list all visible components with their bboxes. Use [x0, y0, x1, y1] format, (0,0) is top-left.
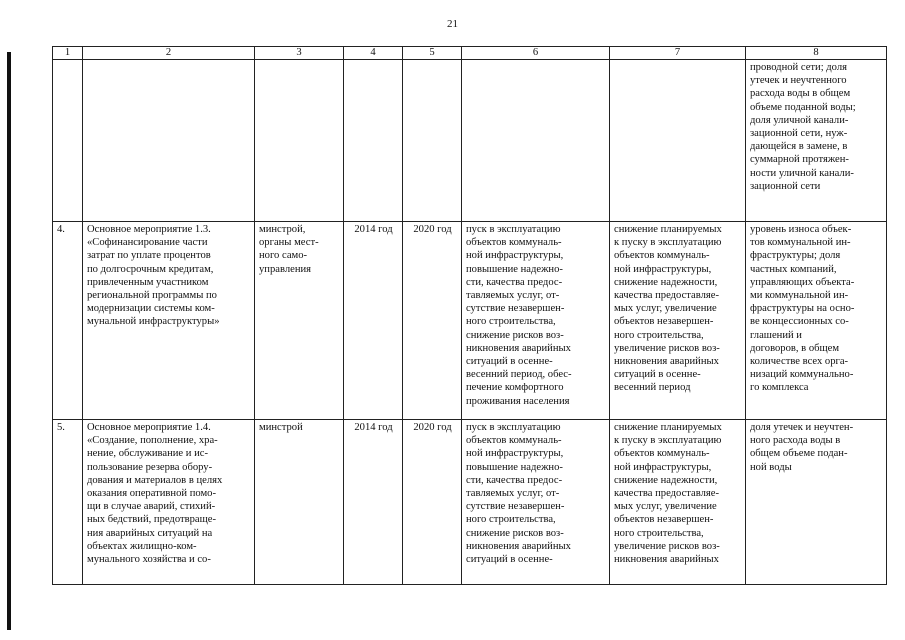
expected-result [462, 60, 610, 222]
header-col-2: 2 [83, 47, 255, 60]
table-row [53, 60, 887, 222]
header-col-8: 8 [746, 47, 887, 60]
scan-edge-bar [7, 52, 11, 630]
non-implementation-consequences: снижение планируемых к пуску в эксплуатацию объектов коммуналь- ной инфраструктуры, снижение надежности, качества предоставляе- мых услуг, увеличение объектов незавершен- ного строительства, увеличение рисков воз- никновения аварийных ситуаций в осенне- весенний период [610, 222, 746, 420]
end-year: 2020 год [403, 222, 462, 420]
table-row [53, 420, 887, 585]
non-implementation-consequences: снижение планируемых к пуску в эксплуатацию объектов коммуналь- ной инфраструктуры, снижение надежности, качества предоставляе- мых услуг, увеличение объектов незавершен- ного строительства, увеличение рисков воз- никновения аварийных [610, 420, 746, 585]
expected-result: пуск в эксплуатацию объектов коммуналь- ной инфраструктуры, повышение надежно- сти, качества предос- тавляемых услуг, от- сутствие незавершен- ного строительства, снижение рисков воз- никновения аварийных ситуаций в осенне- [462, 420, 610, 585]
end-year: 2020 год [403, 420, 462, 585]
table-row [53, 222, 887, 420]
measures-table [52, 46, 887, 585]
row-number: 4. [53, 222, 83, 420]
measure-name: Основное мероприятие 1.3. «Софинансирование части затрат по уплате процентов по долгосрочным кредитам, привлеченным участником региональной программы по модернизации системы ком- мунальной инфраструктуры» [83, 222, 255, 420]
executor [255, 60, 344, 222]
related-indicators: доля утечек и неучтен- ного расхода воды в общем объеме подан- ной воды [746, 420, 887, 585]
start-year: 2014 год [344, 222, 403, 420]
start-year: 2014 год [344, 420, 403, 585]
end-year [403, 60, 462, 222]
header-col-3: 3 [255, 47, 344, 60]
page-number: 21 [447, 18, 458, 30]
header-col-7: 7 [610, 47, 746, 60]
executor: минстрой [255, 420, 344, 585]
header-col-6: 6 [462, 47, 610, 60]
row-number [53, 60, 83, 222]
start-year [344, 60, 403, 222]
header-col-1: 1 [53, 47, 83, 60]
related-indicators: уровень износа объек- тов коммунальной ин- фраструктуры; доля частных компаний, управляющих объекта- ми коммунальной ин- фраструктуры на осно- ве концессионных со- глашений и договоров, в общем количестве всех орга- низаций коммунально- го комплекса [746, 222, 887, 420]
measure-name [83, 60, 255, 222]
related-indicators: проводной сети; доля утечек и неучтенного расхода воды в общем объеме поданной воды; доля уличной канали- зационной сети, нуж- дающейся в замене, в суммарной протяжен- ности уличной канали- зационной сети [746, 60, 887, 222]
header-col-5: 5 [403, 47, 462, 60]
row-number: 5. [53, 420, 83, 585]
measure-name: Основное мероприятие 1.4. «Создание, пополнение, хра- нение, обслуживание и ис- пользование резерва обору- дования и материалов в целях оказания оперативной помо- щи в случае аварий, стихий- ных бедствий, предотвраще- ния аварийных ситуаций на объектах жилищно-ком- мунального хозяйства и со- [83, 420, 255, 585]
header-col-4: 4 [344, 47, 403, 60]
expected-result: пуск в эксплуатацию объектов коммуналь- ной инфраструктуры, повышение надежно- сти, качества предос- тавляемых услуг, от- сутствие незавершен- ного строительства, снижение рисков воз- никновения аварийных ситуаций в осенне- весенний период, обес- печение комфортного проживания населения [462, 222, 610, 420]
executor: минстрой, органы мест- ного само- управления [255, 222, 344, 420]
header-row [53, 47, 887, 60]
non-implementation-consequences [610, 60, 746, 222]
